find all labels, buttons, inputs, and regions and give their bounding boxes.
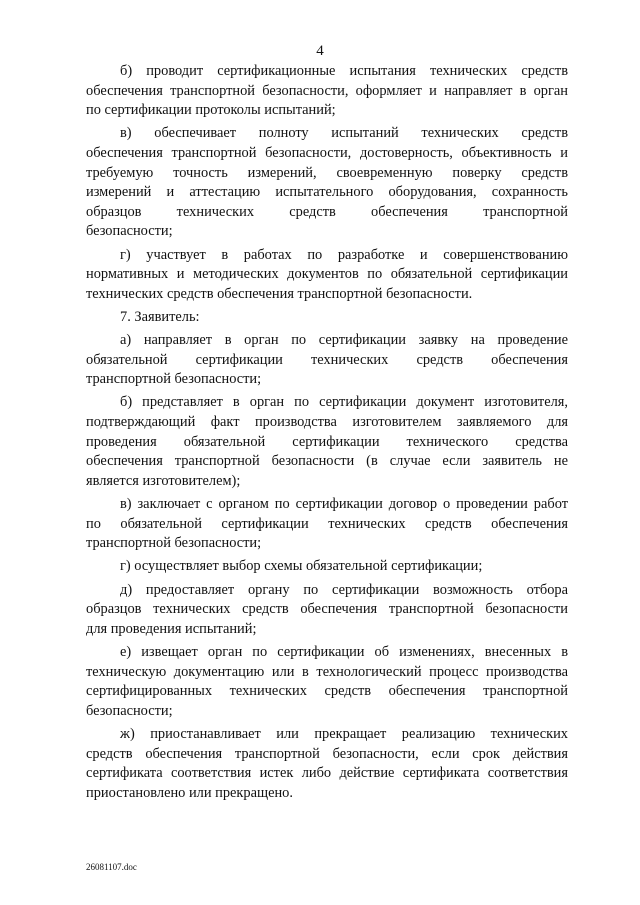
paragraph (86, 62, 568, 121)
text-line: технических средств обеспечения транспортной безопасности. (86, 285, 473, 302)
paragraph (86, 643, 568, 721)
text-line: д) предоставляет органу по сертификации возможность отбора (120, 581, 568, 598)
text-line: транспортной безопасности; (86, 371, 262, 388)
text-line: г) участвует в работах по разработке и совершенствованию (120, 246, 568, 263)
document-body (86, 62, 568, 807)
text-line: образцов технических средств обеспечения транспортной безопасности (86, 601, 568, 618)
paragraph (86, 581, 568, 640)
paragraph (86, 393, 568, 491)
text-line: в) заключает с органом по сертификации договор о проведении работ (120, 496, 568, 513)
text-line: безопасности; (86, 702, 173, 719)
text-line: безопасности; (86, 223, 173, 240)
text-line: обеспечения транспортной безопасности, достоверность, объективность и (86, 144, 568, 161)
text-line: требуемую точность измерений, своевременную поверку средств (86, 164, 568, 181)
file-name-footer: 26081107.doc (86, 862, 137, 872)
paragraph (86, 124, 568, 242)
text-line: обязательной сертификации технических средств обеспечения (86, 351, 568, 368)
text-line: б) представляет в орган по сертификации документ изготовителя, (120, 394, 568, 411)
paragraph (86, 331, 568, 390)
paragraph (86, 557, 568, 577)
text-line: проведения обязательной сертификации технического средства (86, 433, 568, 450)
text-line: для проведения испытаний; (86, 620, 257, 637)
text-line: нормативных и методических документов по обязательной сертификации (86, 266, 568, 283)
text-line: средств обеспечения транспортной безопасности, если срок действия (86, 745, 568, 762)
text-line: образцов технических средств обеспечения транспортной (86, 203, 568, 220)
text-line: обеспечения транспортной безопасности (в случае если заявитель не (86, 453, 568, 470)
text-line: по обязательной сертификации технических средств обеспечения (86, 515, 568, 532)
text-line: е) извещает орган по сертификации об изменениях, внесенных в (120, 643, 568, 660)
text-line: б) проводит сертификационные испытания технических средств (120, 63, 568, 79)
text-line: техническую документацию или в технологический процесс производства (86, 663, 568, 680)
text-line: в) обеспечивает полноту испытаний технических средств (120, 125, 568, 142)
paragraph (86, 246, 568, 305)
text-line: приостановлено или прекращено. (86, 784, 293, 801)
text-line: г) осуществляет выбор схемы обязательной сертификации; (120, 558, 483, 575)
paragraph (86, 308, 568, 328)
text-line: измерений и аттестацию испытательного оборудования, сохранность (86, 184, 568, 201)
text-line: подтверждающий факт производства изготовителем заявляемого для (86, 414, 568, 431)
text-line: ж) приостанавливает или прекращает реализацию технических (120, 725, 568, 742)
text-line: а) направляет в орган по сертификации заявку на проведение (120, 332, 568, 349)
text-line: сертифицированных технических средств обеспечения транспортной (86, 683, 568, 700)
text-line: является изготовителем); (86, 472, 241, 489)
paragraph (86, 725, 568, 803)
paragraph (86, 495, 568, 554)
text-line: по сертификации протоколы испытаний; (86, 102, 336, 119)
text-line: транспортной безопасности; (86, 535, 262, 552)
text-line: сертификата соответствия истек либо действие сертификата соответствия (86, 765, 568, 782)
page-number: 4 (316, 43, 324, 59)
text-line: обеспечения транспортной безопасности, оформляет и направляет в орган (86, 82, 568, 99)
text-line: 7. Заявитель: (120, 308, 200, 325)
